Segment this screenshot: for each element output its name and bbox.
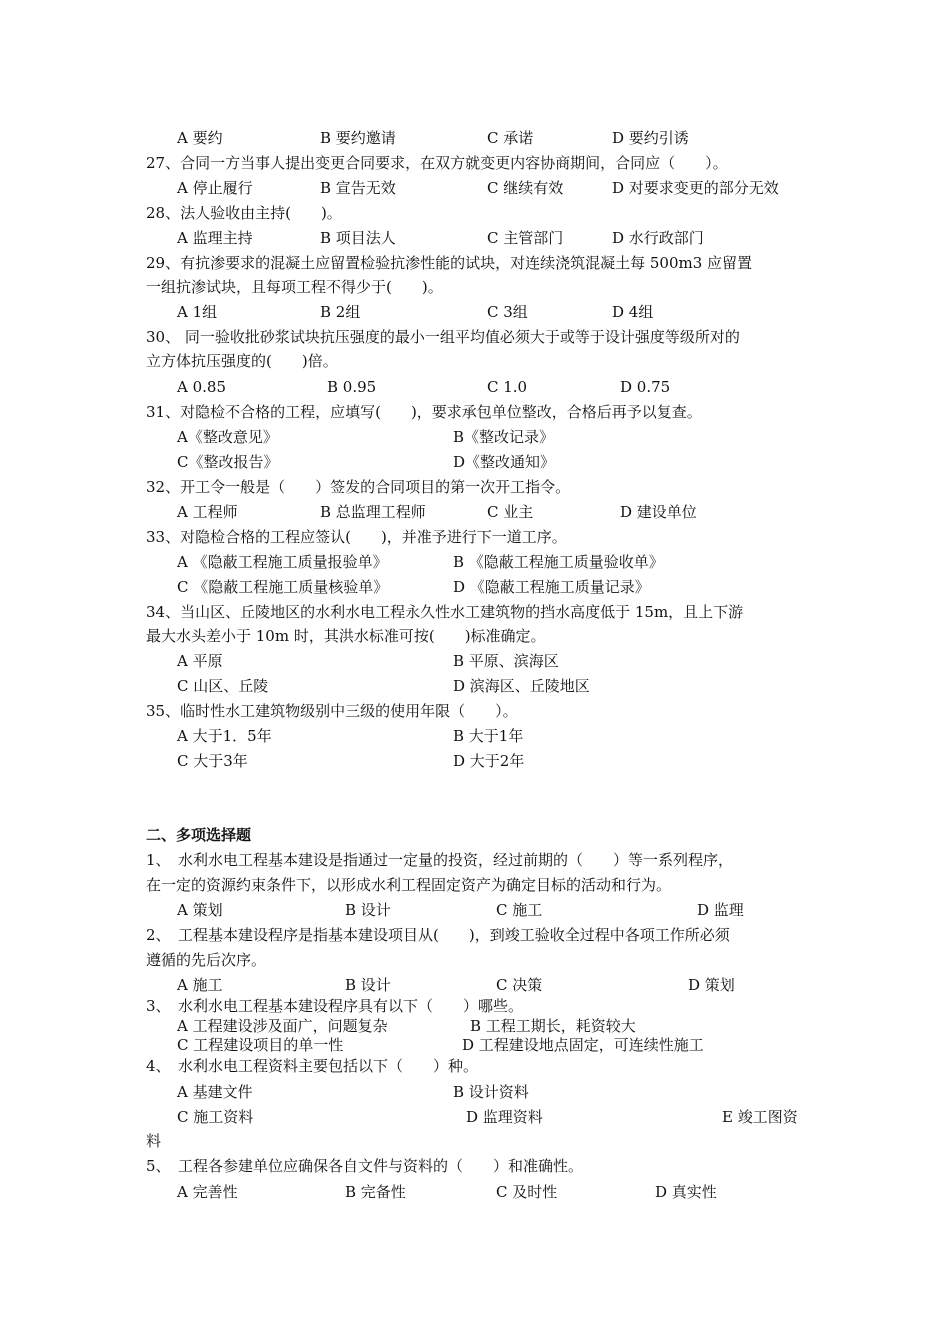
question-35: 35、临时性水工建筑物级别中三级的使用年限（ ）。	[146, 702, 518, 720]
option-35a: A 大于1．5年	[177, 727, 272, 745]
option-26b: B 要约邀请	[320, 129, 396, 147]
question-27: 27、合同一方当事人提出变更合同要求，在双方就变更内容协商期间，合同应（ ）。	[146, 154, 728, 172]
question-29: 29、有抗渗要求的混凝土应留置检验抗渗性能的试块，对连续浇筑混凝土每 500m3 应留置	[146, 254, 753, 272]
option-33d: D 《隐蔽工程施工质量记录》	[453, 578, 650, 596]
option-26c: C 承诺	[487, 129, 534, 147]
moption-5b: B 完备性	[345, 1183, 406, 1201]
option-35b: B 大于1年	[453, 727, 524, 745]
moption-5d: D 真实性	[655, 1183, 717, 1201]
question-29-cont: 一组抗渗试块，且每项工程不得少于( )。	[146, 278, 443, 296]
option-32a: A 工程师	[177, 503, 238, 521]
option-26a: A 要约	[177, 129, 223, 147]
option-30c: C 1.0	[487, 378, 528, 396]
moption-5a: A 完善性	[177, 1183, 238, 1201]
question-34: 34、当山区、丘陵地区的水利水电工程永久性水工建筑物的挡水高度低于 15m，且上下游	[146, 603, 744, 621]
option-29d: D 4组	[612, 303, 654, 321]
moption-2b: B 设计	[345, 976, 391, 994]
moption-1d: D 监理	[697, 901, 744, 919]
mquestion-1-cont: 在一定的资源约束条件下，以形成水利工程固定资产为确定目标的活动和行为。	[146, 876, 672, 894]
mquestion-2: 2、 工程基本建设程序是指基本建设项目从( )，到竣工验收全过程中各项工作所必须	[146, 926, 730, 944]
option-30b: B 0.95	[327, 378, 377, 396]
mquestion-4: 4、 水利水电工程资料主要包括以下（ ）种。	[146, 1057, 479, 1075]
option-35d: D 大于2年	[453, 752, 525, 770]
option-28b: B 项目法人	[320, 229, 396, 247]
question-34-cont: 最大水头差小于 10m 时，其洪水标准可按( )标准确定。	[146, 627, 546, 645]
option-30d: D 0.75	[620, 378, 671, 396]
moption-2a: A 施工	[177, 976, 223, 994]
option-28d: D 水行政部门	[612, 229, 704, 247]
moption-4b: B 设计资料	[453, 1083, 529, 1101]
option-28c: C 主管部门	[487, 229, 564, 247]
moption-1a: A 策划	[177, 901, 223, 919]
option-29a: A 1组	[177, 303, 218, 321]
mquestion-5: 5、 工程各参建单位应确保各自文件与资料的（ ）和准确性。	[146, 1157, 584, 1175]
option-29c: C 3组	[487, 303, 528, 321]
option-31a: A《整改意见》	[177, 428, 278, 446]
moption-1b: B 设计	[345, 901, 391, 919]
question-30-cont: 立方体抗压强度的( )倍。	[146, 352, 338, 370]
option-34b: B 平原、滨海区	[453, 652, 559, 670]
moption-3d: D 工程建设地点固定，可连续性施工	[462, 1036, 704, 1054]
moption-4c: C 施工资料	[177, 1108, 254, 1126]
option-31b: B《整改记录》	[453, 428, 555, 446]
moption-4e: E 竣工图资	[722, 1108, 798, 1126]
moption-1c: C 施工	[496, 901, 543, 919]
moption-3a: A 工程建设涉及面广，问题复杂	[177, 1017, 388, 1035]
mquestion-3: 3、 水利水电工程基本建设程序具有以下（ ）哪些。	[146, 997, 524, 1015]
question-30: 30、 同一验收批砂浆试块抗压强度的最小一组平均值必须大于或等于设计强度等级所对的	[146, 328, 740, 346]
option-27c: C 继续有效	[487, 179, 564, 197]
option-32c: C 业主	[487, 503, 534, 521]
option-28a: A 监理主持	[177, 229, 253, 247]
question-33: 33、对隐检合格的工程应签认( )，并准予进行下一道工序。	[146, 528, 567, 546]
option-33b: B 《隐蔽工程施工质量验收单》	[453, 553, 664, 571]
moption-3c: C 工程建设项目的单一性	[177, 1036, 344, 1054]
section-heading-multiple-choice: 二、多项选择题	[146, 826, 252, 844]
option-32b: B 总监理工程师	[320, 503, 426, 521]
moption-2d: D 策划	[688, 976, 735, 994]
moption-4a: A 基建文件	[177, 1083, 253, 1101]
mquestion-2-cont: 遵循的先后次序。	[146, 951, 267, 969]
option-27d: D 对要求变更的部分无效	[612, 179, 779, 197]
option-35c: C 大于3年	[177, 752, 248, 770]
option-34c: C 山区、丘陵	[177, 677, 269, 695]
question-32: 32、开工令一般是（ ）签发的合同项目的第一次开工指令。	[146, 478, 571, 496]
option-27b: B 宣告无效	[320, 179, 396, 197]
question-28: 28、法人验收由主持( )。	[146, 204, 342, 222]
moption-3b: B 工程工期长，耗资较大	[470, 1017, 636, 1035]
moption-2c: C 决策	[496, 976, 543, 994]
option-29b: B 2组	[320, 303, 361, 321]
option-33c: C 《隐蔽工程施工质量核验单》	[177, 578, 389, 596]
option-34d: D 滨海区、丘陵地区	[453, 677, 590, 695]
option-33a: A 《隐蔽工程施工质量报验单》	[177, 553, 388, 571]
option-27a: A 停止履行	[177, 179, 253, 197]
option-31d: D《整改通知》	[453, 453, 556, 471]
mquestion-1: 1、 水利水电工程基本建设是指通过一定量的投资，经过前期的（ ）等一系列程序，	[146, 851, 734, 869]
moption-5c: C 及时性	[496, 1183, 558, 1201]
moption-4e-wrap: 料	[146, 1132, 162, 1150]
option-32d: D 建设单位	[620, 503, 697, 521]
option-30a: A 0.85	[177, 378, 226, 396]
moption-4d: D 监理资料	[466, 1108, 543, 1126]
option-26d: D 要约引诱	[612, 129, 689, 147]
option-31c: C《整改报告》	[177, 453, 279, 471]
option-34a: A 平原	[177, 652, 223, 670]
question-31: 31、对隐检不合格的工程，应填写( )，要求承包单位整改，合格后再予以复查。	[146, 403, 702, 421]
